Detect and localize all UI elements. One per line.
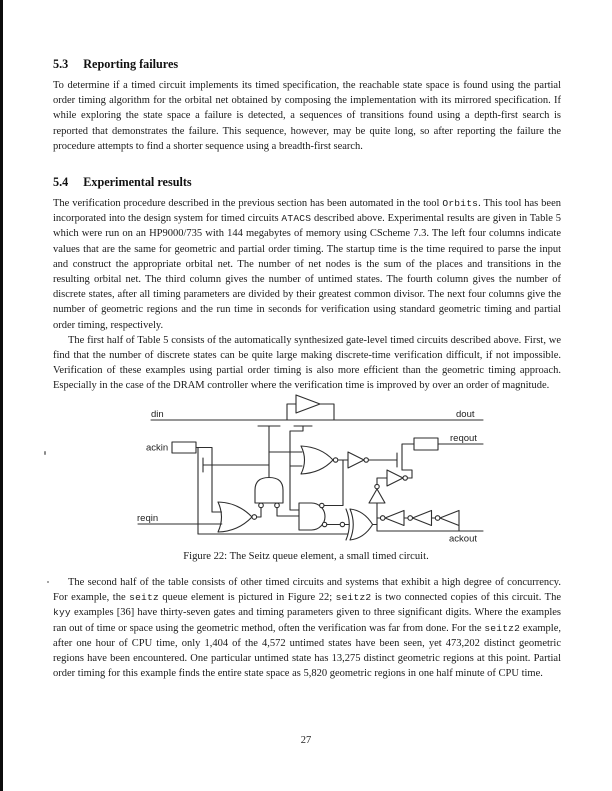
section-title: Reporting failures <box>83 57 179 71</box>
inverter <box>377 470 412 486</box>
xnor-gate <box>198 509 483 540</box>
nor-gate <box>269 446 348 506</box>
signal-label-ackout: ackout <box>449 533 477 545</box>
circuit-diagram <box>95 390 490 550</box>
section-title: Experimental results <box>83 175 192 190</box>
section-5-3 <box>53 57 561 154</box>
feedback-buffer <box>287 395 334 420</box>
ackin-network <box>172 442 269 534</box>
inverter-chain <box>380 511 459 532</box>
reqout-transistor <box>397 438 483 478</box>
section-5-4 <box>53 175 561 394</box>
paragraph: The second half of the table consists of other timed circuits and systems that exhibit a high degree of concurrency. For example, the seitz queue element is pictured in Figure 22; seitz2 is two connected copies of this circuit. The kyy examples [36] have thirty-seven gates and timing parameters given to three significant digits. Where the examples ran out of time or space using the geometric method, often the verification was far from done. For the seitz2 example, after one hour of CPU time, only 1,404 of the 4,572 untimed states have been seen, yet 473,202 distinct geometric regions have been encountered. One particular untimed state has 13,275 distinct geometric regions at this point. Partial order timing for this example finds the entire state space as 5,820 geometric regions in one half minute of CPU time. <box>53 577 561 680</box>
figure-caption: Figure 22: The Seitz queue element, a small timed circuit. <box>183 551 429 562</box>
section-heading <box>53 57 561 72</box>
signal-label-reqout: reqout <box>450 433 477 444</box>
body-text <box>53 57 561 394</box>
scan-edge-artifact <box>0 0 3 791</box>
section-number: 5.4 <box>53 175 69 190</box>
inverter-up <box>369 484 385 518</box>
signal-label-din: din <box>151 409 164 420</box>
signal-label-ackin: ackin <box>146 442 169 454</box>
pass-transistor <box>290 426 312 510</box>
scan-speck <box>47 581 49 583</box>
page-number: 27 <box>300 735 312 746</box>
nand-gate <box>299 503 340 530</box>
signal-label-reqin: reqin <box>137 513 159 524</box>
paragraph: The verification procedure described in the previous section has been automated in the tool Orbits. This tool has been incorporated into the design system for timed circuits ATACS described above. Experimental results are given in Table 5 which were run on an HP9000/735 with 144 megabytes of memory using CScheme 7.3. The left four columns indicate values that are the same for geometric and partial order timing. The startup time is the time required to parse the input and construct the appropriate orbital net. The number of net nodes is the sum of the places and transitions in the resulting orbital net. The third column gives the number of untimed states. The fourth column gives the number of discrete states, after all timing parameters are divided by their greatest common divisor. The next four columns give the number of geometric regions and the run time in seconds for verification using standard geometric timing and partial order timing, respectively. <box>53 198 561 331</box>
section-heading <box>53 175 561 190</box>
paragraph: To determine if a timed circuit implements its timed specification, the reachable state space is found using the partial order timing algorithm for the orbital net obtained by composing the implementation with its mirrored specification. If while exploring the state space a failure is detected, a sequences of transitions found using a depth-first search is reported that demonstrates the failure. This sequence, however, may be quite long, so after reporting the failure the procedure attempts to find a shorter sequence using a breadth-first search. <box>53 80 561 152</box>
c-element-gate <box>255 478 299 518</box>
scan-speck <box>44 451 46 455</box>
inverter <box>348 452 397 468</box>
paragraph: The first half of Table 5 consists of the automatically synthesized gate-level timed circuits described above. First, we find that the number of discrete states can be quite large making discrete-time verification difficult, if not impossible. Verification of these examples using partial order timing is also more efficient than the geometric timing approach. Especially in the case of the DRAM controller where the verification time is improved by over an order of magnitude. <box>53 334 561 392</box>
section-number: 5.3 <box>53 57 69 71</box>
signal-label-dout: dout <box>456 409 475 420</box>
